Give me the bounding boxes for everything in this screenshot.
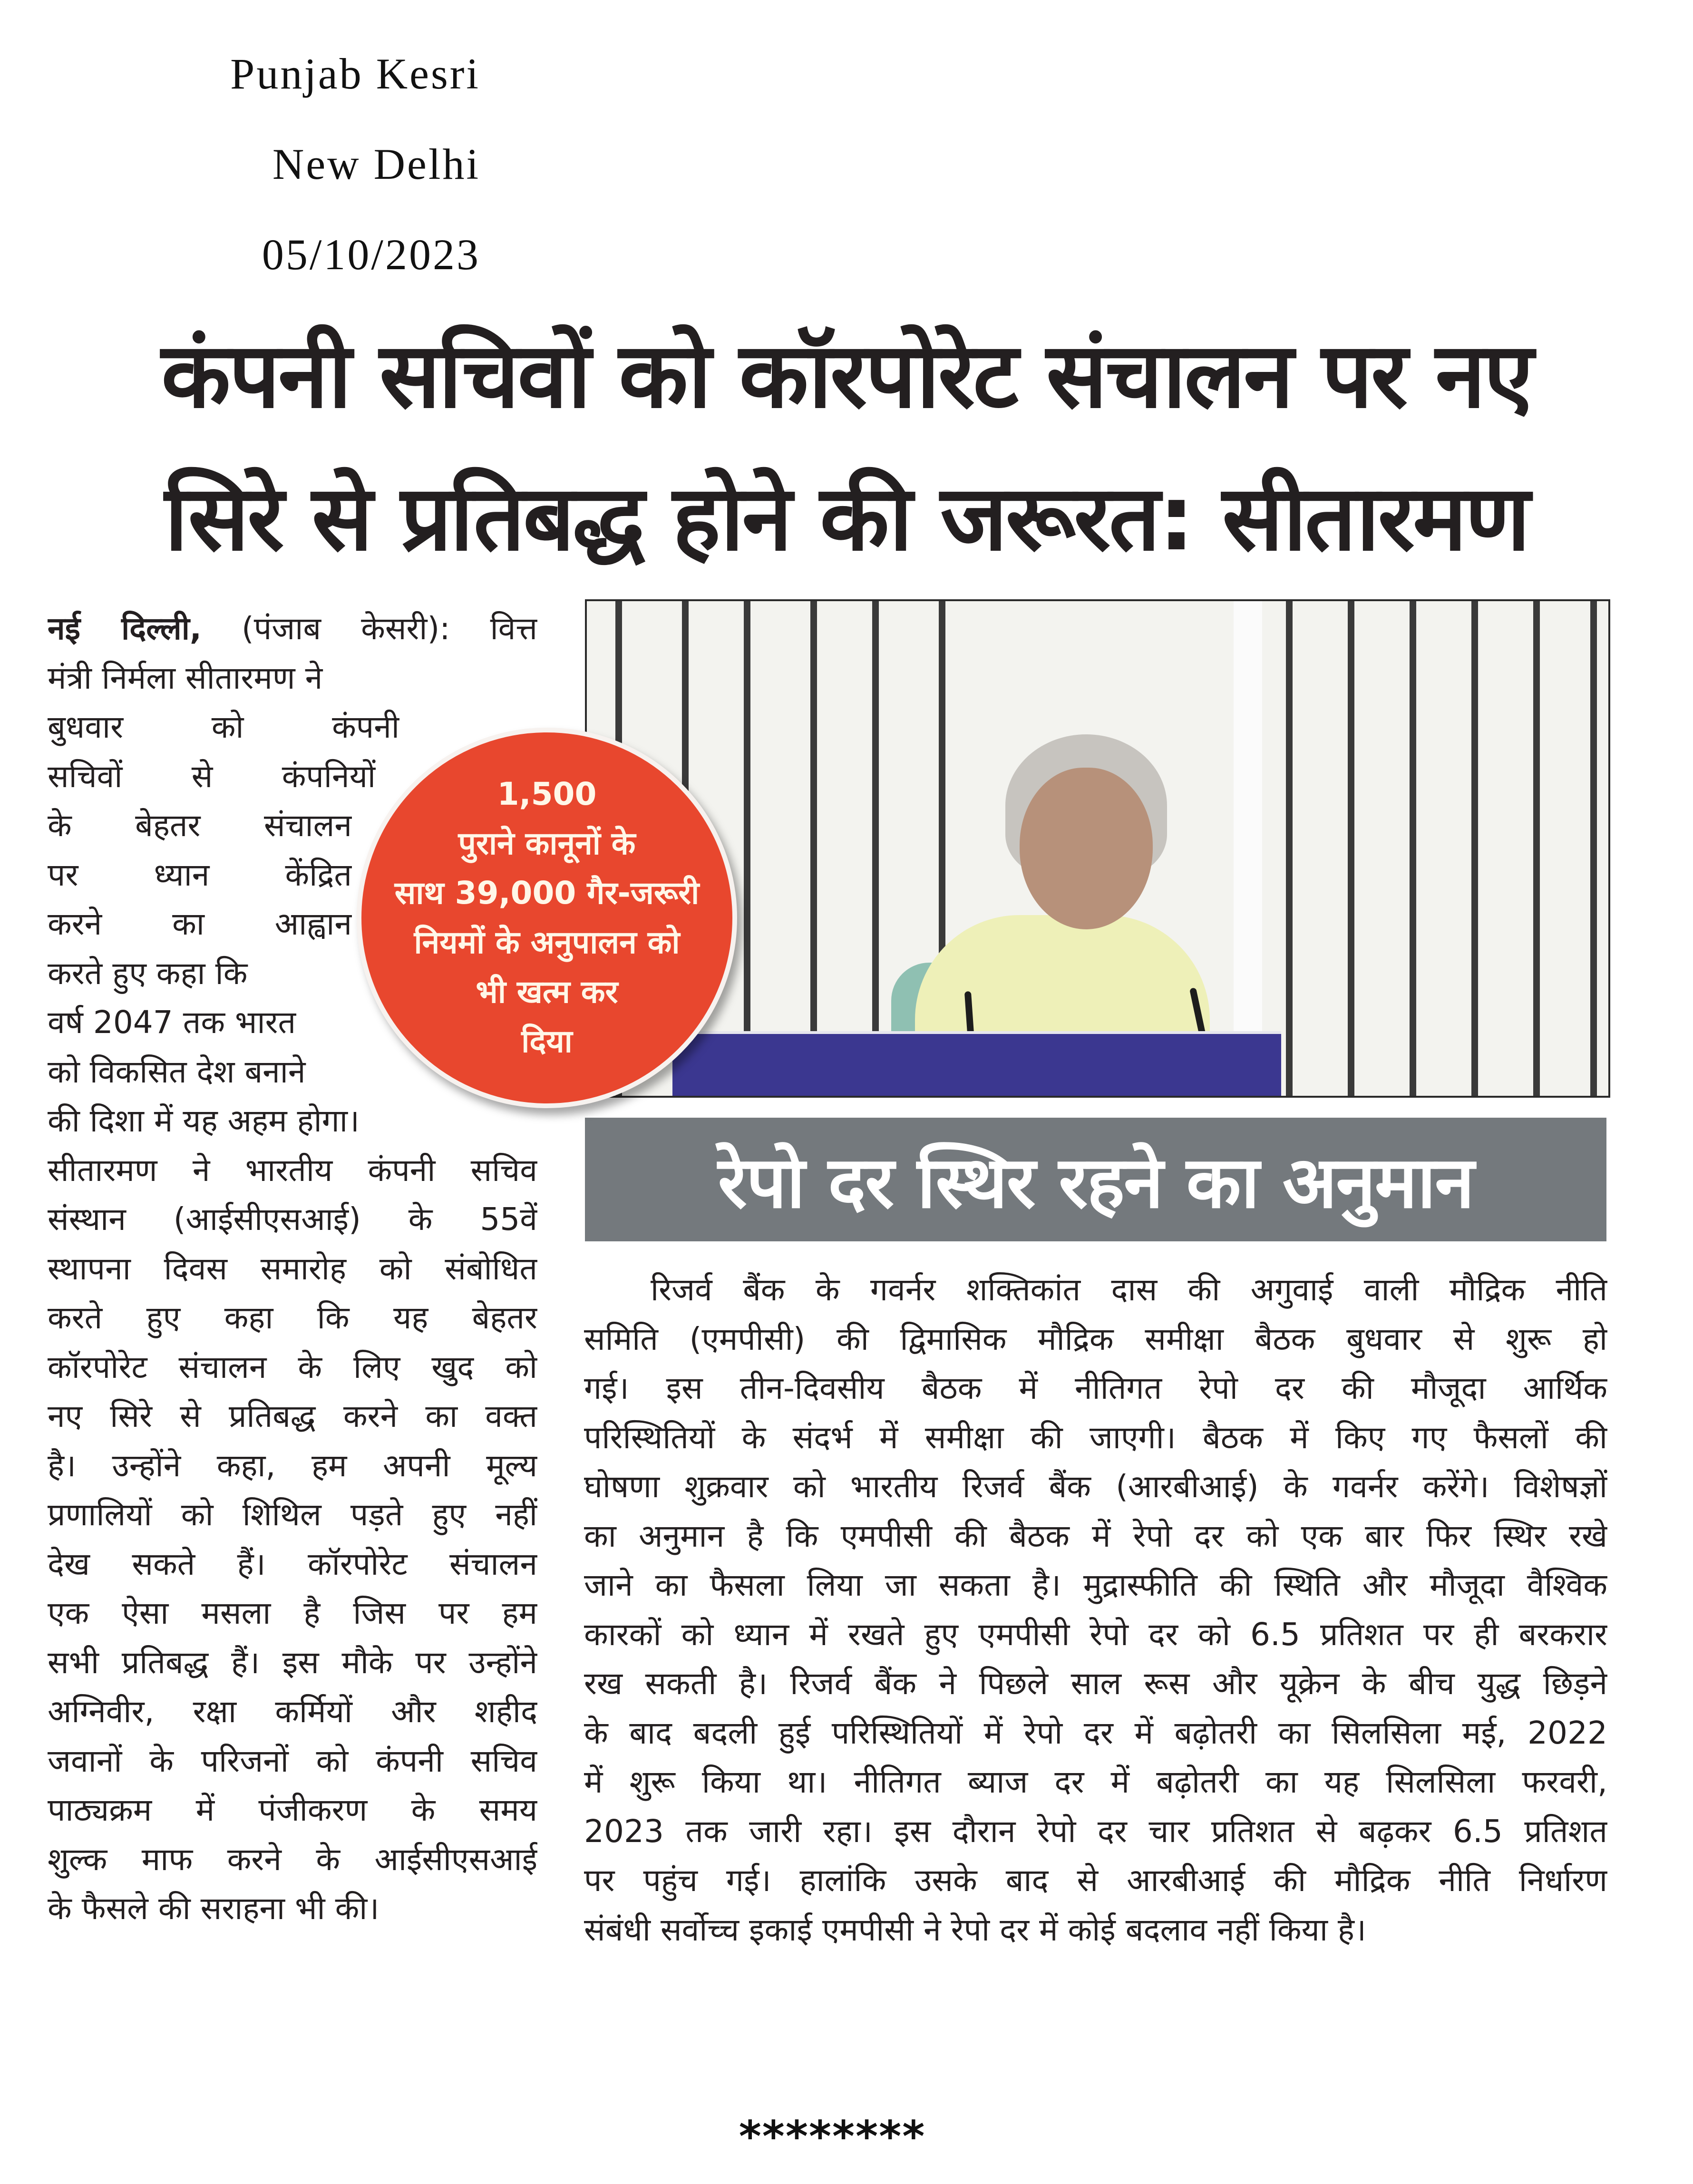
callout-line: साथ 39,000 गैर-जरूरी bbox=[394, 875, 700, 911]
article-line: करते हुए कहा कि यह बेहतर bbox=[48, 1299, 537, 1336]
podium bbox=[672, 1034, 1281, 1096]
callout-line: नियमों के अनुपालन को bbox=[414, 924, 680, 961]
article-line: को विकसित देश बनाने bbox=[48, 1053, 306, 1090]
sub-article-line: परिस्थितियों के संदर्भ में समीक्षा की जाएगी। बैठक में किए गए फैसलों की bbox=[584, 1419, 1607, 1456]
article-line: के बेहतर संचालन bbox=[48, 807, 352, 844]
sub-article-line: गई। इस तीन-दिवसीय बैठक में नीतिगत रेपो दर की मौजूदा आर्थिक bbox=[584, 1370, 1607, 1406]
sub-article-line: संबंधी सर्वोच्च इकाई एमपीसी ने रेपो दर में कोई बदलाव नहीं किया है। bbox=[584, 1911, 1366, 1948]
article-line: पर ध्यान केंद्रित bbox=[48, 856, 352, 893]
end-of-article-mark: ******** bbox=[739, 2112, 926, 2162]
subheadline: रेपो दर स्थिर रहने का अनुमान bbox=[718, 1141, 1474, 1224]
dateline: नई दिल्ली, bbox=[48, 610, 202, 647]
source-info bbox=[114, 29, 480, 300]
sub-article-line: में शुरू किया था। नीतिगत ब्याज दर में बढ़ोतरी का यह सिलसिला फरवरी, bbox=[584, 1764, 1607, 1800]
sub-article-line: के बाद बदली हुई परिस्थितियों में रेपो दर में बढ़ोतरी का सिलसिला मई, 2022 bbox=[584, 1714, 1607, 1751]
sub-article-line: जाने का फैसला लिया जा सकता है। मुद्रास्फीति की स्थिति और मौजूदा वैश्विक bbox=[584, 1567, 1607, 1603]
article-line: अग्निवीर, रक्षा कर्मियों और शहीद bbox=[48, 1693, 537, 1730]
publication-city: New Delhi bbox=[272, 140, 480, 188]
publication-date: 05/10/2023 bbox=[262, 230, 480, 279]
sub-article-line: पर पहुंच गई। हालांकि उसके बाद से आरबीआई की मौद्रिक नीति निर्धारण bbox=[584, 1862, 1607, 1899]
article-line: करने का आह्वान bbox=[48, 906, 352, 942]
sub-article-line: 2023 तक जारी रहा। इस दौरान रेपो दर चार प्रतिशत से बढ़कर 6.5 प्रतिशत bbox=[584, 1813, 1607, 1850]
callout-line: पुराने कानूनों के bbox=[458, 825, 636, 862]
article-line: की दिशा में यह अहम होगा। bbox=[48, 1102, 360, 1139]
callout-line: भी खत्म कर bbox=[476, 974, 618, 1010]
callout-line: 1,500 bbox=[497, 776, 597, 812]
subheadline-band bbox=[585, 1118, 1606, 1241]
publication-name: Punjab Kesri bbox=[230, 49, 480, 98]
article-line: एक ऐसा मसला है जिस पर हम bbox=[48, 1595, 537, 1631]
headline-line-1: कंपनी सचिवों को कॉरपोरेट संचालन पर नए bbox=[161, 323, 1532, 428]
article-line: करते हुए कहा कि bbox=[48, 955, 248, 992]
article-line: पाठ्यक्रम में पंजीकरण के समय bbox=[48, 1792, 537, 1828]
article-line: के फैसले की सराहना भी की। bbox=[48, 1890, 379, 1927]
article-line: संस्थान (आईसीएसआई) के 55वें bbox=[48, 1201, 537, 1238]
sub-article-line: समिति (एमपीसी) की द्विमासिक मौद्रिक समीक्षा बैठक बुधवार से शुरू हो bbox=[584, 1320, 1607, 1357]
article-line: है। उन्होंने कहा, हम अपनी मूल्य bbox=[48, 1447, 537, 1484]
article-line: मंत्री निर्मला सीतारमण ने bbox=[48, 659, 323, 696]
article-line: जवानों के परिजनों को कंपनी सचिव bbox=[48, 1742, 537, 1779]
article-line: सीतारमण ने भारतीय कंपनी सचिव bbox=[48, 1151, 537, 1189]
sub-article-body bbox=[584, 1265, 1607, 1954]
news-photo bbox=[585, 599, 1610, 1098]
headline-line-2: सिरे से प्रतिबद्ध होने की जरूरत: सीतारमण bbox=[165, 466, 1528, 571]
sub-article-line: का अनुमान है कि एमपीसी की बैठक में रेपो दर को एक बार फिर स्थिर रखे bbox=[584, 1517, 1607, 1554]
sub-article-line: रिजर्व बैंक के गवर्नर शक्तिकांत दास की अगुवाई वाली मौद्रिक नीति bbox=[651, 1271, 1607, 1308]
article-line: सभी प्रतिबद्ध हैं। इस मौके पर उन्होंने bbox=[48, 1644, 537, 1681]
article-line: देख सकते हैं। कॉरपोरेट संचालन bbox=[48, 1545, 537, 1582]
sub-article-line: रख सकती है। रिजर्व बैंक ने पिछले साल रूस और यूक्रेन के बीच युद्ध छिड़ने bbox=[584, 1665, 1607, 1702]
headline bbox=[43, 304, 1650, 590]
article-line: कॉरपोरेट संचालन के लिए खुद को bbox=[48, 1348, 537, 1385]
article-line: नई दिल्ली, (पंजाब केसरी): वित्त bbox=[48, 610, 537, 647]
article-line: स्थापना दिवस समारोह को संबोधित bbox=[48, 1250, 537, 1287]
sub-article-line: घोषणा शुक्रवार को भारतीय रिजर्व बैंक (आरबीआई) के गवर्नर करेंगे। विशेषज्ञों bbox=[584, 1468, 1607, 1505]
callout-line: दिया bbox=[521, 1023, 573, 1060]
sub-article-line: कारकों को ध्यान में रखते हुए एमपीसी रेपो दर को 6.5 प्रतिशत पर ही बरकरार bbox=[584, 1616, 1607, 1653]
callout-badge bbox=[357, 728, 737, 1108]
article-line: शुल्क माफ करने के आईसीएसआई bbox=[48, 1841, 537, 1878]
article-line: नए सिरे से प्रतिबद्ध करने का वक्त bbox=[48, 1398, 537, 1434]
article-line: बुधवार को कंपनी bbox=[48, 709, 399, 745]
article-line: सचिवों से कंपनियों bbox=[48, 758, 376, 795]
article-line: प्रणालियों को शिथिल पड़ते हुए नहीं bbox=[48, 1496, 537, 1533]
article-line: वर्ष 2047 तक भारत bbox=[48, 1004, 296, 1041]
